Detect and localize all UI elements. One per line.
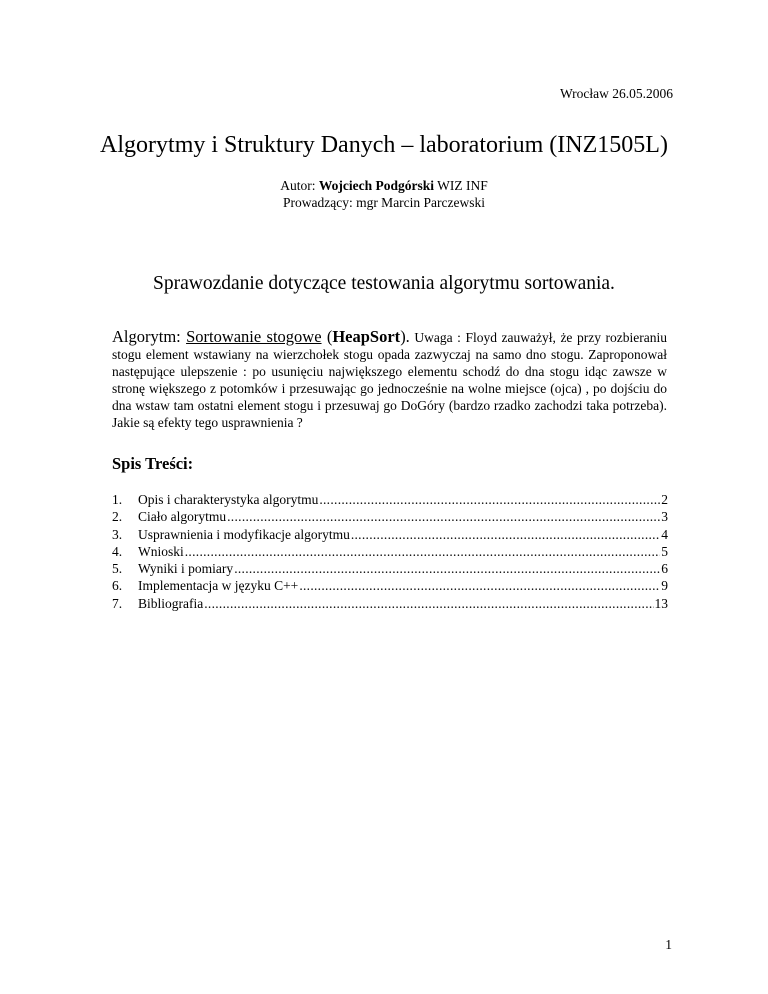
algorithm-name: Sortowanie stogowe: [186, 327, 322, 346]
toc-leader-dots: [234, 560, 660, 577]
toc-item-number: 6.: [112, 578, 123, 594]
toc-leader-dots: [185, 543, 661, 560]
toc-item: [112, 595, 668, 612]
author-label: Autor:: [280, 178, 319, 193]
note-start: Uwaga : Floyd zauważył, że przy: [409, 330, 601, 345]
toc-item-page: 9: [661, 578, 668, 594]
toc-item-number: 5.: [112, 561, 123, 577]
toc-item-number: 3.: [112, 526, 123, 542]
toc-leader-dots: [204, 595, 653, 612]
toc-item: [112, 526, 668, 543]
toc-item-page: 6: [661, 561, 668, 577]
report-heading: Sprawozdanie dotyczące testowania algorytmu sortowania.: [153, 273, 615, 294]
algorithm-description: [112, 328, 667, 431]
author-suffix: WIZ INF: [434, 178, 488, 193]
toc-item-number: 7.: [112, 595, 123, 611]
toc-item-title: Implementacja w języku C++: [138, 578, 299, 594]
toc-leader-dots: [227, 508, 660, 525]
table-of-contents: [112, 491, 668, 612]
description-body: rozbieraniu stogu element wstawiany na wierzchołek stogu opada zazwyczaj na samo dno stogu. Zaproponował następujące ulepszenie : po usunięciu największego elementu schodź do dna stogu idąc zawsze w stronę większego z potomków i przesuwając go jednocześnie na wolne miejsce (ojca) , po dojściu do dna wstaw tam ostatni element stogu i przesuwaj go DoGóry (bardzo rzadko zachodzi taka potrzeba). Jakie są efekty tego usprawnienia ?: [112, 330, 668, 430]
page-number: 1: [665, 937, 672, 952]
toc-item-page: 4: [661, 526, 668, 542]
author-name: Wojciech Podgórski: [318, 178, 434, 193]
toc-item-title: Wyniki i pomiary: [138, 561, 234, 577]
toc-item-title: Wnioski: [138, 543, 184, 559]
algorithm-english-name: HeapSort: [332, 327, 401, 346]
toc-leader-dots: [299, 577, 660, 594]
toc-item-title: Opis i charakterystyka algorytmu: [138, 492, 319, 507]
toc-item-number: 2.: [112, 509, 123, 525]
algorithm-en-close: ).: [400, 327, 410, 346]
toc-item-number: 4.: [112, 543, 123, 559]
toc-item-title: Ciało algorytmu: [138, 509, 227, 525]
algorithm-en-open: (: [321, 327, 333, 346]
toc-item-page: 5: [661, 543, 668, 559]
toc-item: [112, 560, 668, 577]
toc-item-page: 2: [661, 492, 668, 507]
toc-leader-dots: [351, 526, 660, 543]
toc-item-page: 13: [654, 595, 668, 611]
place-date: Wrocław 26.05.2006: [559, 86, 673, 101]
toc-item-title: Usprawnienia i modyfikacje algorytmu: [138, 526, 350, 542]
toc-item-page: 3: [661, 509, 668, 525]
toc-heading: Spis Treści:: [112, 454, 194, 473]
author-line: [0, 178, 768, 194]
toc-item-number: 1.: [112, 492, 123, 507]
toc-item: [112, 508, 668, 525]
document-title: Algorytmy i Struktury Danych – laboratorium (INZ1505L): [100, 132, 668, 158]
algorithm-label: Algorytm:: [112, 327, 187, 346]
toc-item: [112, 543, 668, 560]
toc-item-title: Bibliografia: [138, 595, 204, 611]
toc-leader-dots: [319, 491, 660, 508]
toc-item: [112, 491, 668, 508]
supervisor-line: Prowadzący: mgr Marcin Parczewski: [282, 195, 486, 210]
toc-item: [112, 577, 668, 594]
